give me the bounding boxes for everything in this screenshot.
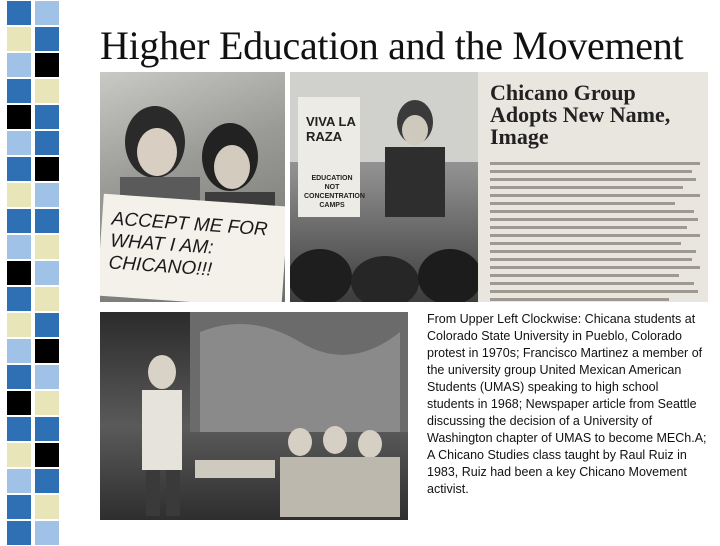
- strip-square: [6, 260, 32, 286]
- strip-square: [6, 520, 32, 546]
- newspaper-text-line: [490, 162, 700, 165]
- newspaper-text-line: [490, 242, 681, 245]
- strip-square: [34, 364, 60, 390]
- strip-square: [34, 468, 60, 494]
- newspaper-text-line: [490, 258, 692, 261]
- strip-square: [6, 104, 32, 130]
- strip-square: [6, 442, 32, 468]
- decorative-square-strip: [0, 0, 66, 540]
- strip-square: [6, 26, 32, 52]
- strip-square: [6, 338, 32, 364]
- classroom-photo-art: [100, 312, 408, 520]
- newspaper-body-lines: [490, 162, 700, 302]
- strip-square: [6, 312, 32, 338]
- strip-square: [6, 286, 32, 312]
- strip-square: [6, 0, 32, 26]
- strip-square: [6, 78, 32, 104]
- strip-square: [34, 520, 60, 546]
- classroom-photo: [100, 312, 408, 520]
- strip-square: [34, 312, 60, 338]
- strip-square: [34, 390, 60, 416]
- protest-sign: ACCEPT ME FOR WHAT I AM: CHICANO!!!: [107, 208, 269, 281]
- strip-square: [34, 416, 60, 442]
- newspaper-text-line: [490, 290, 698, 293]
- strip-square: [34, 234, 60, 260]
- newspaper-text-line: [490, 266, 700, 269]
- strip-square: [34, 208, 60, 234]
- strip-square: [6, 390, 32, 416]
- strip-square: [34, 494, 60, 520]
- strip-square: [6, 234, 32, 260]
- newspaper-text-line: [490, 234, 700, 237]
- photo-caption: From Upper Left Clockwise: Chicana students at Colorado State University in Pueblo, Colorado protest in 1970s; Francisco Martinez a member of the university group United Mexican American Students (UMAS) speaking to high school students in 1968; Newspaper article from Seattle discussing the decision of a University of Washington chapter of UMAS to become MECh.A; A Chicano Studies class taught by Raul Ruiz in 1983, Ruiz had been a key Chicano Movement activist.: [427, 312, 707, 496]
- strip-square: [34, 182, 60, 208]
- strip-square: [6, 208, 32, 234]
- newspaper-clipping: [478, 72, 708, 302]
- strip-square: [34, 338, 60, 364]
- strip-square: [6, 52, 32, 78]
- protest-photo: [100, 72, 285, 302]
- newspaper-text-line: [490, 170, 692, 173]
- newspaper-text-line: [490, 178, 696, 181]
- strip-square: [6, 364, 32, 390]
- newspaper-text-line: [490, 226, 687, 229]
- newspaper-text-line: [490, 274, 679, 277]
- strip-square: [34, 52, 60, 78]
- strip-square: [34, 260, 60, 286]
- strip-square: [34, 130, 60, 156]
- newspaper-text-line: [490, 282, 694, 285]
- strip-square: [34, 104, 60, 130]
- newspaper-headline: Chicano Group Adopts New Name, Image: [490, 80, 671, 149]
- strip-square: [34, 442, 60, 468]
- strip-square: [6, 182, 32, 208]
- newspaper-text-line: [490, 218, 698, 221]
- speaker-photo: [290, 72, 480, 302]
- newspaper-text-line: [490, 186, 683, 189]
- strip-square: [34, 78, 60, 104]
- newspaper-text-line: [490, 210, 694, 213]
- strip-square: [6, 130, 32, 156]
- newspaper-text-line: [490, 194, 700, 197]
- viva-la-raza-sign: VIVA LA RAZA: [306, 114, 356, 144]
- strip-square: [34, 156, 60, 182]
- newspaper-text-line: [490, 250, 696, 253]
- strip-square: [34, 26, 60, 52]
- strip-square: [34, 0, 60, 26]
- strip-square: [6, 494, 32, 520]
- strip-square: [6, 156, 32, 182]
- slide-title: Higher Education and the Movement: [100, 23, 684, 68]
- newspaper-text-line: [490, 298, 669, 301]
- strip-square: [34, 286, 60, 312]
- newspaper-text-line: [490, 202, 675, 205]
- strip-square: [6, 416, 32, 442]
- strip-square: [6, 468, 32, 494]
- education-sign: EDUCATION NOT CONCENTRATION CAMPS: [304, 175, 365, 209]
